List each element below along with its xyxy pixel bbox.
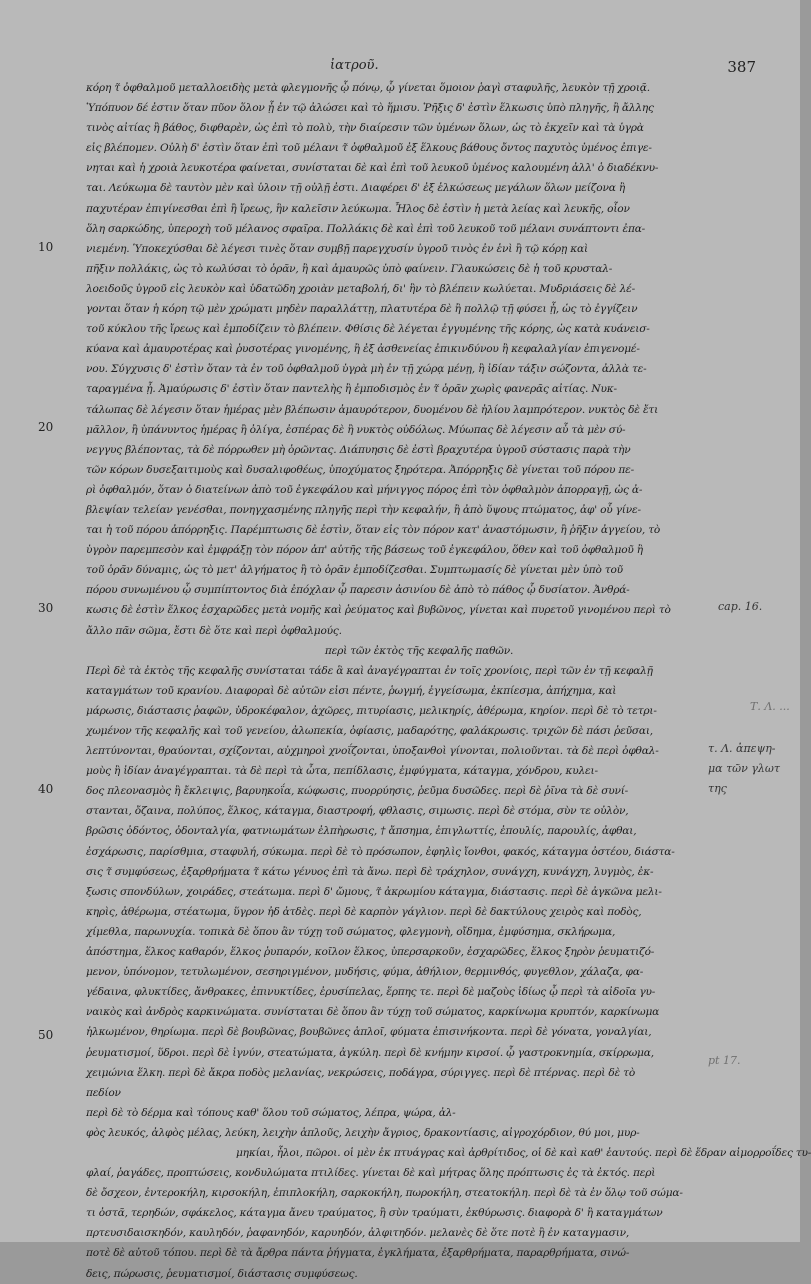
text-line: πρτευσιδαισκηδόν, καυληδόν, ῥαφανηδόν, καρυηδόν, ἀλφιτηδόν. μελανὲς δὲ ὅτε ποτὲ ἢ ἐν καταγμασιν, — [86, 1227, 630, 1240]
text-line: τοῦ κύκλου τῆς ἴρεως καὶ ἐμποδίζειν τὸ βλέπειν. Φθίσις δὲ λέγεται ἐγγυμένης τῆς κόρης, ὡς κατὰ κυάνεισ- — [86, 323, 650, 336]
text-line: ἐσχάρωσις, παρίσθμια, σταφυλή, σύκωμα. περὶ δὲ τὸ πρόσωπον, ἐφηλὶς ἴονθοι, φακός, κάταγμα ὀστέου, διάστα- — [86, 845, 675, 858]
text-line: ποτὲ δὲ αὐτοῦ τόπου. περὶ δὲ τὰ ἄρθρα πάντα ῥήγματα, ἐγκλήματα, ἐξαρθρήματα, παραρθρήματα, σινώ- — [86, 1247, 630, 1260]
text-line: ξωσις σπονδύλων, χοιράδες, στεάτωμα. περὶ δ' ὤμους, τ̃ ἀκρωμίου κάταγμα, διάστασις. περὶ δὲ ἀγκῶνα μελι- — [86, 885, 662, 898]
text-line: βλεψίαν τελείαν γενέσθαι, πονηγχασμένης πληγῆς περὶ τὴν κεφαλήν, ἢ ἀπὸ ὕψους πτώματος, ἀφ' οὗ γίνε- — [86, 503, 641, 516]
page-number: 387 — [727, 58, 756, 76]
text-line: νηται καὶ ἡ χροιὰ λευκοτέρα φαίνεται, συνίσταται δὲ καὶ ἐπὶ τοῦ λευκοῦ ὑμένος καλουμένη ἀλλ' ὁ διαδέκνυ- — [86, 162, 659, 175]
margin-note-handwritten: Τ. Λ. ... — [750, 700, 790, 713]
text-line: στανται, ὄζαινα, πολύπος, ἕλκος, κάταγμα, διαστροφή, φθλασις, σιμωσις. περὶ δὲ στόμα, σὺν τε οὐλὸν, — [86, 805, 629, 818]
text-line: τοῦ ὁρᾶν δύναμις, ὡς τὸ μετ' ἀλγήματος ἢ τὸ ὁρᾶν ἐμποδίζεσθαι. Συμπτωμασίς δὲ γίνεται μὲν ὑπὸ τοῦ — [86, 564, 623, 577]
text-line: ναικὸς καὶ ἀνδρὸς καρκινώματα. συνίσταται δὲ ὅπου ἂν τύχῃ τοῦ σώματος, καρκίνωμα κρυπτόν, καρκίνωμα — [86, 1006, 660, 1019]
text-line: φὸς λευκός, ἀλφὸς μέλας, λεύκη, λειχὴν ἁπλοῦς, λειχὴν ἄγριος, δρακοντίασις, αἰγροχόρδιον, θύ μοι, μυρ- — [86, 1126, 640, 1139]
text-line: μᾶλλον, ἢ ὑπάνυντος ἡμέρας ἢ ὀλίγα, ἐσπέρας δὲ ἢ νυκτὸς οὐδόλως. Μύωπας δὲ λέγεσιν αὖ τὰ μὲν σύ- — [86, 423, 626, 436]
text-line: τι ὀστᾶ, τερηδών, σφάκελος, κάταγμα ἄνευ τραύματος, ἢ σὺν τραύματι, ἐκθύρωσις. διαφορὰ δ' ἢ καταγμάτων — [86, 1207, 663, 1220]
text-line: ρὶ ὀφθαλμόν, ὅταν ὁ διατείνων ἀπὸ τοῦ ἐγκεφάλου καὶ μήνιγγος πόρος ἐπὶ τὸν ὀφθαλμὸν ἀπορραγῇ, ὡς ἀ- — [86, 483, 643, 496]
text-line: πεδίον — [86, 1086, 121, 1099]
text-line: ῥευματισμοί, ὕδροι. περὶ δὲ ἰγνύν, στεατώματα, ἀγκύλη. περὶ δὲ κνήμην κιρσοί. ᾧ γαστροκνημία, σκίρρωμα, — [86, 1046, 654, 1059]
text-line: χειμώνια ἕλκη. περὶ δὲ ἄκρα ποδὸς μελανίας, νεκρώσεις, ποδάγρα, σύριγγες. περὶ δὲ πτέρνας. περὶ δὲ τὸ — [86, 1066, 636, 1079]
text-line: νιεμένη. Ὑποκεχύσθαι δὲ λέγεσι τινὲς ὅταν συμβῇ παρεγχυσίν ὑγροῦ τινὸς ἐν ἑνὶ ἢ τῷ κόρῃ καὶ — [86, 242, 588, 255]
text-line: λεπτύνονται, θραύονται, σχίζονται, αὐχμηροὶ χνοΐζονται, ὑποξανθοὶ γίνονται, πολιοῦνται. τὰ δὲ περὶ ὀφθαλ- — [86, 745, 659, 758]
text-line: τῶν κόρων δυσεξαιτιμοὺς καὶ δυσαλιφοθέως, ὑποχύματος ξηρότερα. Ἀπόρρηξις δὲ γίνεται τοῦ πόρου πε- — [86, 463, 635, 476]
text-line: λοειδοῦς ὑγροῦ εἰς λευκὸν καὶ ὑδατῶδη χροιὰν μεταβολή, δι' ἣν τὸ βλέπειν κωλύεται. Μυδριάσεις δὲ λέ- — [86, 282, 635, 295]
text-line: μενον, ὑπόνομον, τετυλωμένον, σεσηριγμένον, μυδήσις, φύμα, ἀθήλιον, θερμινθός, φυγεθλον, χάλαζα, φα- — [86, 966, 644, 979]
margin-note-chapter: cap. 16. — [718, 600, 763, 613]
text-line: πῆξιν πολλάκις, ὡς τὸ κωλύσαι τὸ ὁρᾶν, ἢ καὶ ἀμαυρῶς ὑπὸ φαίνειν. Γλαυκώσεις δὲ ἡ τοῦ κρυσταλ- — [86, 262, 613, 275]
text-line: μηκίαι, ἧλοι, πῶροι. οἱ μὲν ἐκ πτυάγρας καὶ ἀρθρίτιδος, οἱ δὲ καὶ καθ' ἑαυτούς. περὶ δὲ ἕδραν αἱμορροΐδες τυ- — [236, 1146, 811, 1159]
text-line: τινὸς αἰτίας ἢ βάθος, διφθαρὲν, ὡς ἐπὶ τὸ πολὺ, τὴν διαίρεσιν τῶν ὑμένων ὅλων, ὡς τὸ ἐκχεῖν καὶ τὰ ὑγρὰ — [86, 122, 644, 135]
text-line: περὶ δὲ τὸ δέρμα καὶ τόπους καθ' ὅλου τοῦ σώματος, λέπρα, ψώρα, ἀλ- — [86, 1106, 456, 1119]
text-line: ται. Λεύκωμα δὲ ταυτὸν μὲν καὶ ὑλοιν τῇ οὐλῇ ἐστι. Διαφέρει δ' ἐξ ἑλκώσεως μεγάλων ὅλων μείζονα ἢ — [86, 182, 625, 195]
text-line: τάλωπας δὲ λέγεσιν ὅταν ἡμέρας μὲν βλέπωσιν ἀμαυρότερον, δυομένου δὲ ἡλίου λαμπρότερον. νυκτὸς δὲ ἔτι — [86, 403, 659, 416]
text-line: ἀπόστημα, ἕλκος καθαρόν, ἕλκος ῥυπαρόν, κοῖλον ἕλκος, ὑπερσαρκοῦν, ἐσχαρῶδες, ἕλκος ξηρὸν ῥευματιζό- — [86, 946, 655, 959]
text-line: δεις, πώρωσις, ῥευματισμοί, διάστασις συμφύσεως. — [86, 1267, 358, 1280]
text-line: γέδαινα, φλυκτίδες, ἄνθρακες, ἐπινυκτίδες, ἐρυσίπελας, ἕρπης τε. περὶ δὲ μαζοὺς ἰδίως ᾧ περὶ τὰ αἰδοῖα γυ- — [86, 986, 656, 999]
margin-note-correction: μα τῶν γλωτ — [708, 762, 780, 775]
text-line: παχυτέραν ἐπιγίνεσθαι ἐπὶ ἢ ἴρεως, ἣν καλεῖσιν λεύκωμα. Ἦλος δὲ ἐστὶν ἡ μετὰ λείας καὶ λευκῆς, οἷον — [86, 202, 630, 215]
line-number: 40 — [38, 782, 54, 796]
text-line: νου. Σύγχυσις δ' ἐστὶν ὅταν τὰ ἐν τοῦ ὀφθαλμοῦ ὑγρὰ μὴ ἐν τῇ χώρᾳ μένῃ, ἢ ἰδίαν τάξιν σώζοντα, ἀλλὰ τε- — [86, 363, 647, 376]
text-line: Ὑπόπυον δέ ἐστιν ὅταν πῦον ὅλον ᾖ ἐν τῷ ἀλώσει καὶ τὸ ἥμισυ. Ῥῆξις δ' ἐστὶν ἕλκωσις ὑπὸ πληγῆς, ἢ ἄλλης — [86, 102, 654, 115]
text-line: μοὺς ἢ ἰδίαν ἀναγέγραπται. τὰ δὲ περὶ τὰ ὦτα, πεπίδλασις, ἐμφύγματα, κάταγμα, χόνδρου, κυλει- — [86, 765, 598, 778]
text-line: κηρὶς, ἀθέρωμα, στέατωμα, ὕγρον ἠδ ἀτδὲς. περὶ δὲ καρπὸν γάγλιον. περὶ δὲ δακτύλους χειρὸς καὶ ποδὸς, — [86, 905, 642, 918]
text-line: βρῶσις ὀδόντος, ὀδονταλγία, φατνιωμάτων ἐλπὴρωσις, † ἄπσημα, ἐπιγλωττίς, ἐπουλίς, παρουλίς, ἀφθαι, — [86, 825, 637, 838]
text-line: δὲ ὄσχεον, ἐντεροκήλη, κιρσοκήλη, ἐπιπλοκήλη, σαρκοκήλη, πωροκήλη, στεατοκήλη. περὶ δὲ τὰ ἐν ὅλῳ τοῦ σώμα- — [86, 1187, 683, 1200]
text-line: χωμένον τῆς κεφαλῆς καὶ τοῦ γενείου, ἀλωπεκία, ὀφίασις, μαδαρότης, φαλάκρωσις. τριχῶν δὲ πάσι ῥεῦσαι, — [86, 725, 653, 737]
text-line: χίμεθλα, παρωνυχία. τοπικὰ δὲ ὅπου ἂν τύχῃ τοῦ σώματος, φλεγμονὴ, οἴδημα, ἐμφύσημα, σκλήρωμα, — [86, 925, 616, 938]
text-line: Περὶ δὲ τὰ ἐκτὸς τῆς κεφαλῆς συνίσταται τάδε ἃ καὶ ἀναγέγραπται ἐν τοῖς χρονίοις, περὶ τῶν ἐν τῇ κεφαλῇ — [86, 664, 653, 677]
text-line: κωσις δὲ ἐστὶν ἕλκος ἐσχαρῶδες μετὰ νομῆς καὶ ῥεύματος καὶ βυβῶνος, γίνεται καὶ πυρετοῦ γινομένου περὶ τὸ — [86, 604, 671, 617]
text-line: σις τ̃ συμφύσεως, ἐξαρθρήματα τ̃ κάτω γένυος ἐπὶ τὰ ἄνω. περὶ δὲ τράχηλον, συνάγχη, κυνάγχη, λυγμὸς, ἐκ- — [86, 865, 654, 878]
text-line: κύανα καὶ ἀμαυροτέρας καὶ ῥυσοτέρας γινομένης, ἢ ἐξ ἀσθενείας ἐπικινδύνου ἢ κεφαλαλγίαν ἐπιγενομέ- — [86, 343, 640, 356]
text-line: καταγμάτων τοῦ κρανίου. Διαφοραὶ δὲ αὐτῶν εἰσι πέντε, ῥωγμή, ἐγγείσωμα, ἐκπίεσμα, ἀπήχημα, καὶ — [86, 684, 617, 697]
section-heading: περὶ τῶν ἐκτὸς τῆς κεφαλῆς παθῶν. — [324, 644, 514, 657]
text-line: μάρωσις, διάστασις ῥαφῶν, ὑδροκέφαλον, ἀχῶρες, πιτυρίασις, μελικηρίς, ἀθέρωμα, κηρίον. περὶ δὲ τὸ τετρι- — [86, 704, 657, 717]
line-number: 50 — [38, 1028, 54, 1042]
line-number: 10 — [38, 240, 54, 254]
text-line: ἡλκωμένον, θηρίωμα. περὶ δὲ βουβῶνας, βουβῶνες ἁπλοῖ, φύματα ἐπισινήκοντα. περὶ δὲ γόνατα, γοναλγίαι, — [86, 1026, 652, 1039]
line-number: 20 — [38, 420, 54, 434]
text-line: δος πλεονασμὸς ἢ ἔκλειψις, βαρυηκοΐα, κώφωσις, πυορρύησις, ῥεῦμα δυσῶδες. περὶ δὲ ῥῖνα τὰ δὲ συνί- — [86, 785, 629, 798]
text-line: γονται ὅταν ἡ κόρη τῷ μὲν χρώματι μηδὲν παραλλάττῃ, πλατυτέρα δὲ ἢ πολλῷ τῇ φύσει ᾖ, ὡς τὸ ἐγγίζειν — [86, 303, 638, 316]
running-head: ἰατροῦ. — [330, 58, 379, 73]
text-line: ἄλλο πᾶν σῶμα, ἔστι δὲ ὅτε καὶ περὶ ὀφθαλμούς. — [86, 624, 342, 637]
text-line: ὅλη σαρκώδης, ὑπεροχὴ τοῦ μέλανος σφαῖρα. Πολλάκις δὲ καὶ ἐπὶ τοῦ λευκοῦ τοῦ μέλανι συνάπτοντι ἐπα- — [86, 222, 646, 235]
text-line: ται ἡ τοῦ πόρου ἀπόρρηξις. Παρέμπτωσις δὲ ἐστὶν, ὅταν εἰς τὸν πόρον κατ' ἀναστόμωσιν, ἢ ῥῆξιν ἀγγείου, τὸ — [86, 524, 661, 537]
text-line: νεγγυς βλέποντας, τὰ δὲ πόρρωθεν μὴ ὁρῶντας. Διάπυησις δὲ ἐστὶ βραχυτέρα ὑγροῦ σύστασις παρὰ τὴν — [86, 443, 631, 456]
text-line: φλαί, ῥαγάδες, προπτώσεις, κονδυλώματα πτιλίδες. γίνεται δὲ καὶ μήτρας ὅλης πρόπτωσις ἐς τὰ ἐκτός. περὶ — [86, 1167, 656, 1180]
margin-note-correction: τ. Λ. ἀπεψη- — [708, 742, 776, 755]
text-line: πόρου συνωμένου ᾧ συμπίπτοντος διὰ ἐπόχλαν ᾧ παρεσιν ἀσινίου δὲ ἀπὸ τὸ πάθος ᾧ δυσίατον. Ἀνθρά- — [86, 584, 630, 597]
text-line: εἰς βλέπομεν. Οὐλὴ δ' ἐστὶν ὅταν ἐπὶ τοῦ μέλανι τ̃ ὀφθαλμοῦ ἐξ ἕλκους βάθους ὄντος παχυτὸς ὑμένος ἐπιγε- — [86, 142, 652, 155]
margin-note-handwritten: pt 17. — [708, 1054, 741, 1067]
margin-note-correction: της — [708, 782, 727, 795]
line-number: 30 — [38, 601, 54, 615]
text-line: ταραγμένα ᾖ. Ἀμαύρωσις δ' ἐστὶν ὅταν παντελὴς ἢ ἐμποδισμὸς ἐν τ̃ ὁρᾶν χωρὶς φανερᾶς αἰτίας. Νυκ- — [86, 383, 617, 396]
text-line: κόρη τ̃ ὀφθαλμοῦ μεταλλοειδὴς μετὰ φλεγμονῆς ᾧ πόνῳ, ᾧ γίνεται ὅμοιον ῥαγὶ σταφυλῆς, λευκὸν τῇ χροιᾷ. — [86, 82, 650, 94]
text-line: ὑγρὸν παρεμπεσὸν καὶ ἐμφράξῃ τὸν πόρον ἀπ' αὐτῆς τῆς βάσεως τοῦ ἐγκεφάλου, ὅθεν καὶ τοῦ ὀφθαλμοῦ ἢ — [86, 544, 643, 557]
